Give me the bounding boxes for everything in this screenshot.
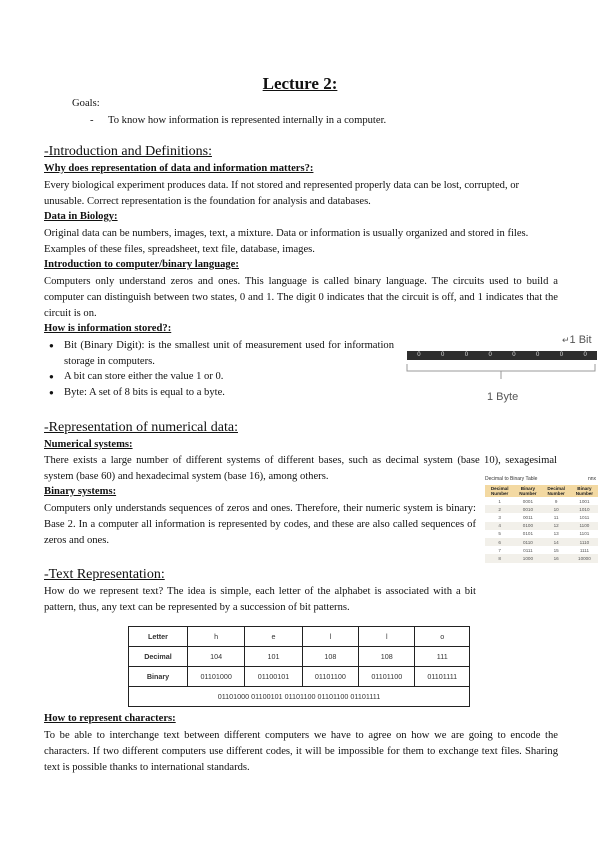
intro-heading: Introduction to computer/binary language:: [44, 259, 239, 270]
stored-item: ● Byte: A set of 8 bits is equal to a byte.: [44, 385, 394, 401]
bin-text: Computers only understands sequences of zeros and ones. Therefore, their numeric system is binary: Base 2. In a computer all information is represented by codes, and these are also called sequences of zeros and ones.: [44, 503, 476, 546]
binary-table-corner: nnx: [587, 476, 596, 482]
table-row: 1 0001 9 1001: [498, 498, 590, 504]
letter-encoding-table: [128, 626, 470, 707]
row-label: Decimal: [129, 647, 188, 667]
why-text: Every biological experiment produces data. If not stored and represented properly data can be lost, corrupted, or unusable. Correct representation is the foundation for analysis and databases.: [44, 180, 520, 207]
stored-item: ● A bit can store either the value 1 or 0.: [44, 369, 394, 385]
bit-cell: 0: [440, 352, 445, 358]
column-header: Binary Number: [514, 485, 541, 497]
binary-table-caption: [485, 476, 600, 485]
goal-item: To know how information is represented internally in a computer.: [108, 115, 387, 126]
bio-text: Original data can be numbers, images, text, a mixture. Data or information is usually organized and stored in files. Examples of these files, spreadsheet, text file, database, images.: [44, 228, 529, 255]
column-header: Decimal Number: [541, 485, 570, 497]
row-label: Letter: [129, 627, 188, 647]
page-title: Lecture 2:: [262, 74, 338, 93]
bit-cell: 0: [535, 352, 540, 358]
intro-text: Computers only understand zeros and ones. This language is called binary language. The circuits used to build a computer can distinguish between two states, 0 and 1. The digit 0 indicates that the circuit is off, and 1 indicates that the circuit is on.: [44, 276, 558, 319]
table-row: 4 0100 12 1100: [485, 522, 598, 530]
characters-heading: How to represent characters:: [44, 713, 176, 724]
row-label: Binary: [129, 667, 188, 687]
table-row: Decimal 104 101 108 108 111: [129, 647, 470, 667]
bit-byte-figure: [405, 330, 597, 410]
table-row: 6 0110 14 1110: [485, 538, 598, 546]
goals-dash: -: [90, 115, 94, 126]
bin-heading: Binary systems:: [44, 486, 117, 497]
combined-binary: 01101000 01100101 01101100 01101100 01101111: [128, 687, 470, 707]
byte-label: 1 Byte: [487, 391, 519, 403]
bit-cell: 0: [464, 352, 469, 358]
bio-heading: Data in Biology:: [44, 211, 118, 222]
byte-brace-icon: [405, 362, 597, 392]
bit-cell: 0: [559, 352, 564, 358]
stored-heading: How is information stored?:: [44, 323, 172, 334]
column-header: Decimal Number: [485, 485, 514, 497]
bit-arrow-icon: ↵: [562, 335, 570, 345]
text-repr-text: How do we represent text? The idea is simple, each letter of the alphabet is associated with a bit pattern, thus, any text can be represented by a succession of bit patterns.: [44, 586, 476, 613]
table-row: 2 0010 10 1010: [485, 505, 598, 513]
characters-text: To be able to interchange text between different computers we have to agree on how we are going to encode the characters. If two different computers use different codes, it will be impossible for them to exchange text files. Sharing text is possible thanks to international standards.: [44, 730, 558, 773]
table-row: Binary 01101000 01100101 01101100 01101100 01101111: [129, 667, 470, 687]
stored-list: [44, 338, 394, 400]
bit-cell: 0: [417, 352, 421, 358]
goals-label: Goals:: [72, 98, 100, 109]
bit-row: [407, 351, 597, 360]
table-row: Letter h e l l o: [129, 627, 470, 647]
table-row: 3 0011 11 1011: [498, 514, 590, 520]
column-header: Binary Number: [571, 485, 598, 497]
table-row: 7 0111 15 1111: [498, 547, 590, 553]
table-row: 5 0101 13 1101: [498, 531, 590, 537]
bit-cell: 0: [488, 352, 492, 358]
binary-table-title: Decimal to Binary Table: [485, 476, 538, 482]
bit-cell: 0: [512, 352, 516, 358]
section-heading-text: -Text Representation:: [44, 567, 165, 582]
num-heading: Numerical systems:: [44, 439, 133, 450]
num-text: There exists a large number of different systems of different bases, such as decimal system (base 10), sexagesimal system (base 60) and hexadecimal system (base 16), among others.: [44, 455, 557, 482]
why-heading: Why does representation of data and information matters?:: [44, 163, 314, 174]
section-heading-numerical: -Representation of numerical data:: [44, 420, 238, 435]
bit-label: ↵1 Bit: [562, 334, 592, 346]
bit-cell: 0: [583, 352, 587, 358]
section-heading-introduction: -Introduction and Definitions:: [44, 144, 212, 159]
stored-item: ● Bit (Binary Digit): is the smallest unit of measurement used for information storage in computers.: [44, 338, 394, 369]
table-row: 8 1000 16 10000: [485, 554, 598, 562]
decimal-binary-table: [485, 476, 600, 563]
